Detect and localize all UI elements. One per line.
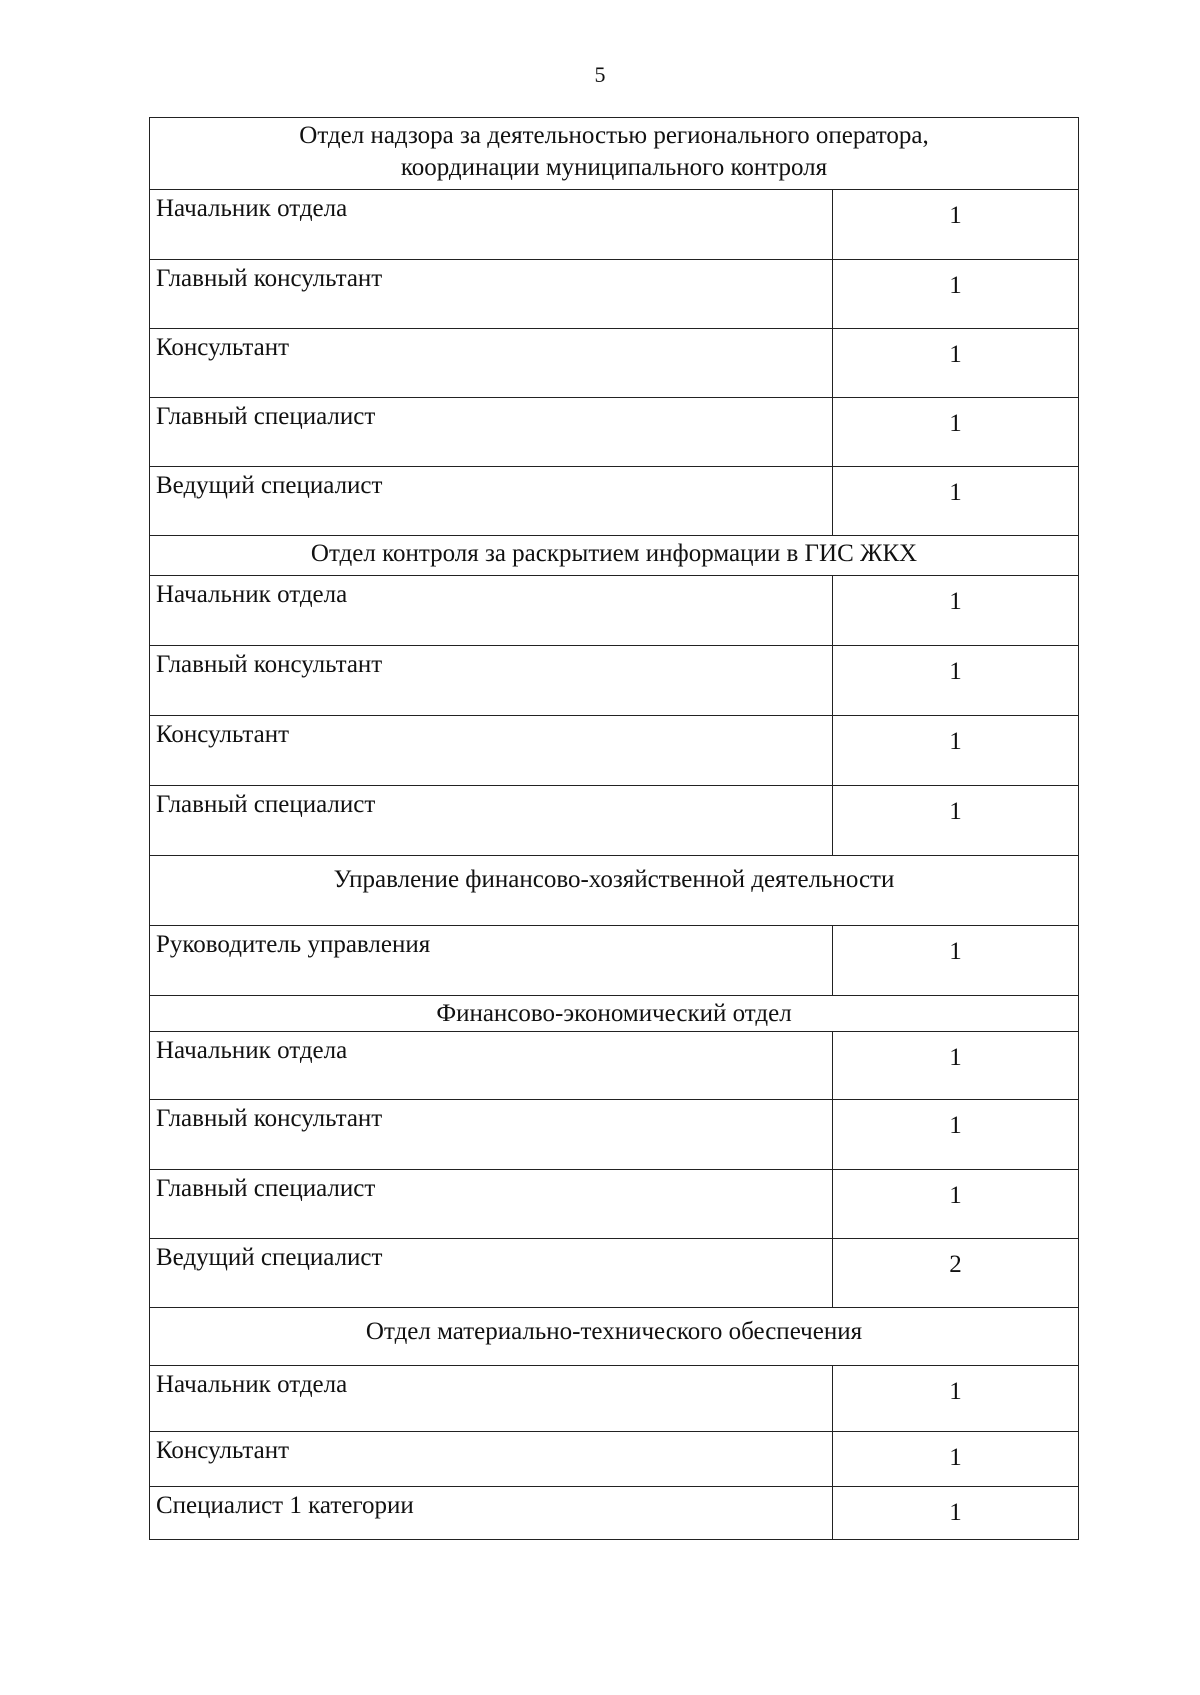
position-count: 1 <box>833 260 1079 329</box>
position-title: Начальник отдела <box>150 576 833 646</box>
position-count: 1 <box>833 1432 1079 1487</box>
position-count: 1 <box>833 786 1079 856</box>
position-title: Главный консультант <box>150 1100 833 1170</box>
staffing-table <box>149 117 1079 1540</box>
table-row <box>150 329 1079 398</box>
table-row <box>150 576 1079 646</box>
table-row <box>150 1170 1079 1239</box>
position-count: 1 <box>833 1100 1079 1170</box>
table-row <box>150 190 1079 260</box>
position-count: 1 <box>833 329 1079 398</box>
table-row <box>150 926 1079 996</box>
section-header-row <box>150 996 1079 1032</box>
position-count: 1 <box>833 190 1079 260</box>
position-title: Начальник отдела <box>150 190 833 260</box>
position-title: Ведущий специалист <box>150 467 833 536</box>
section-title-line: координации муниципального контроля <box>400 154 828 181</box>
position-title: Руководитель управления <box>150 926 833 996</box>
section-header <box>150 996 1079 1032</box>
position-title: Главный консультант <box>150 646 833 716</box>
position-title: Специалист 1 категории <box>150 1487 833 1540</box>
table-row <box>150 1432 1079 1487</box>
position-title: Главный специалист <box>150 786 833 856</box>
section-title-line: Отдел контроля за раскрытием информации в ГИС ЖКХ <box>310 540 918 567</box>
position-count: 1 <box>833 398 1079 467</box>
section-title-line: Финансово-экономический отдел <box>436 1000 792 1027</box>
section-header-row <box>150 118 1079 190</box>
section-header-row <box>150 536 1079 576</box>
page-number: 5 <box>594 62 606 87</box>
table-row <box>150 1032 1079 1100</box>
table-row <box>150 467 1079 536</box>
section-header <box>150 1308 1079 1366</box>
position-title: Начальник отдела <box>150 1032 833 1100</box>
position-title: Консультант <box>150 716 833 786</box>
position-count: 1 <box>833 1032 1079 1100</box>
position-count: 1 <box>833 467 1079 536</box>
position-count: 1 <box>833 1366 1079 1432</box>
position-title: Начальник отдела <box>150 1366 833 1432</box>
section-title-line: Управление финансово-хозяйственной деятельности <box>333 866 895 893</box>
section-title-line: Отдел надзора за деятельностью регионального оператора, <box>299 122 929 149</box>
position-count: 2 <box>833 1239 1079 1308</box>
position-count: 1 <box>833 716 1079 786</box>
position-title: Ведущий специалист <box>150 1239 833 1308</box>
position-title: Консультант <box>150 329 833 398</box>
table-row <box>150 398 1079 467</box>
position-count: 1 <box>833 926 1079 996</box>
section-header <box>150 536 1079 576</box>
position-count: 1 <box>833 1170 1079 1239</box>
position-count: 1 <box>833 576 1079 646</box>
section-header-row <box>150 1308 1079 1366</box>
table-row <box>150 716 1079 786</box>
table-row <box>150 786 1079 856</box>
section-header <box>150 856 1079 926</box>
table-row <box>150 260 1079 329</box>
position-title: Главный консультант <box>150 260 833 329</box>
section-title-line: Отдел материально-технического обеспечения <box>365 1318 863 1345</box>
section-header-row <box>150 856 1079 926</box>
table-row <box>150 1100 1079 1170</box>
table-row <box>150 1366 1079 1432</box>
position-title: Главный специалист <box>150 1170 833 1239</box>
position-title: Консультант <box>150 1432 833 1487</box>
table-row <box>150 1487 1079 1540</box>
position-count: 1 <box>833 646 1079 716</box>
table-row <box>150 646 1079 716</box>
position-count: 1 <box>833 1487 1079 1540</box>
table-row <box>150 1239 1079 1308</box>
section-header <box>150 118 1079 190</box>
position-title: Главный специалист <box>150 398 833 467</box>
